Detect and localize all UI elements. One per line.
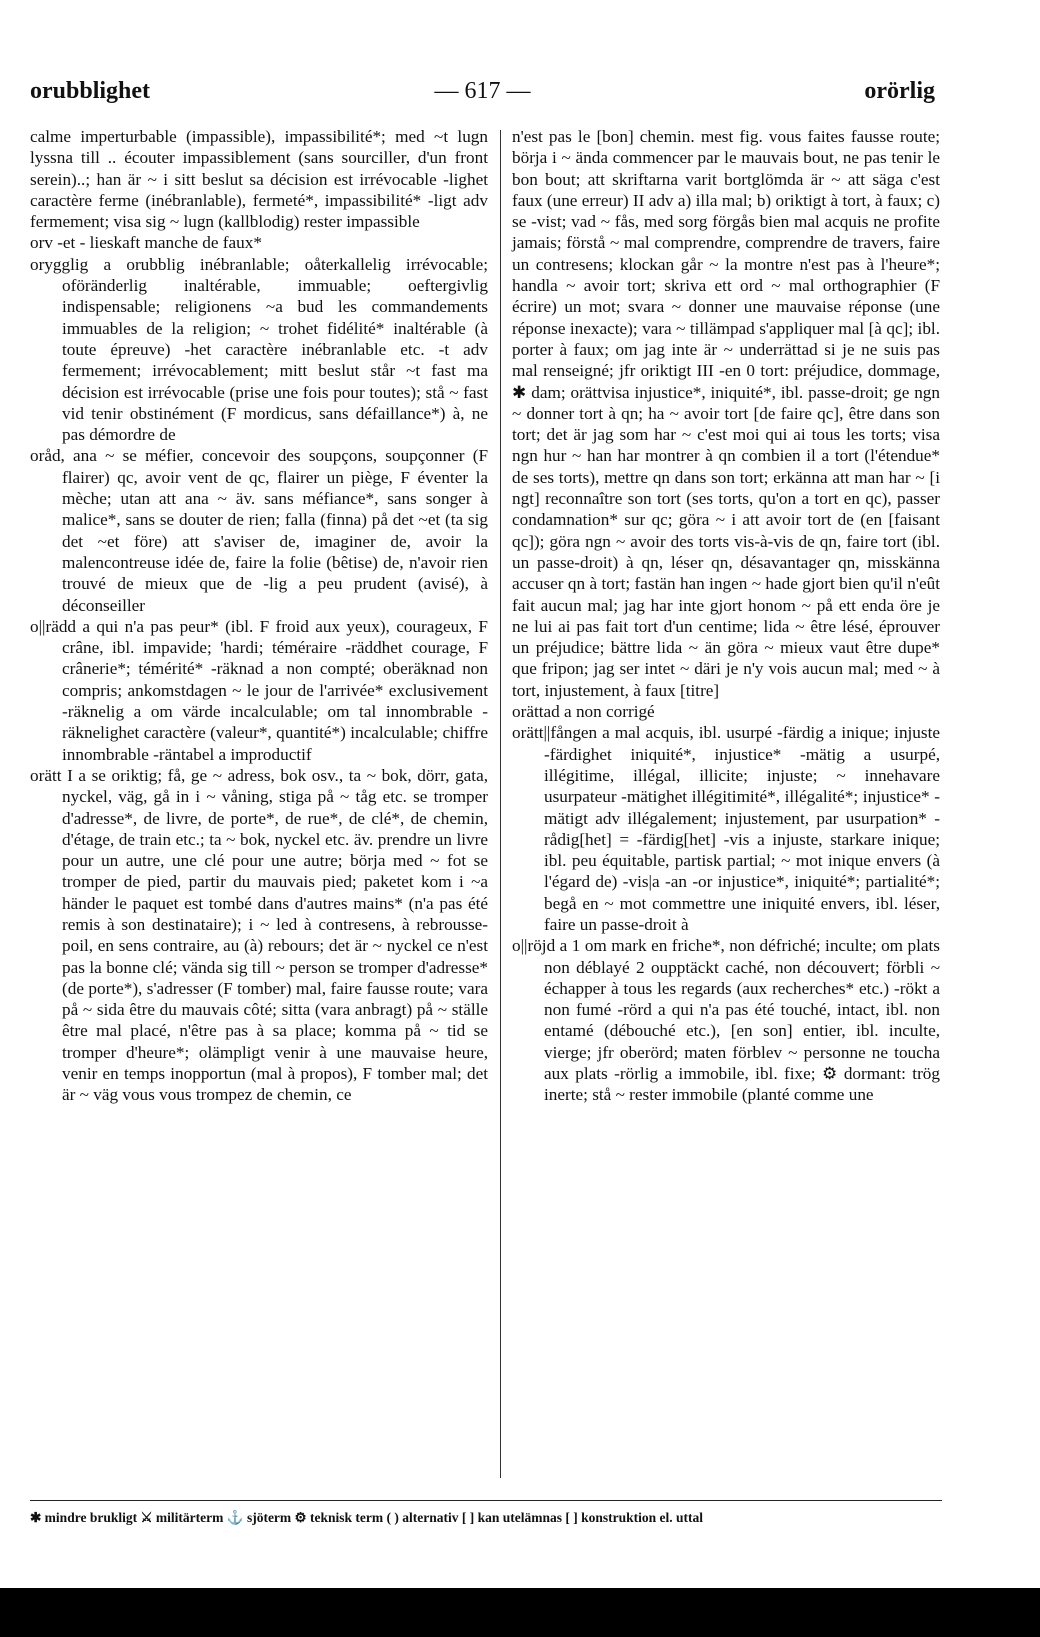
- dictionary-entry: orätt||fången a mal acquis, ibl. usurpé -färdig a inique; injuste -färdighet iniquité*, injustice* -mätig a usurpé, illégitime, illégal, illicite; injuste; ~ innehavare usurpateur -mätighet illégitimité*, illégalité*; injustice* -mätigt adv illégalement; injustement, par usurpation* -rådig[het] = -färdig[het] -vis a injuste, starkare inique; ibl. peu équitable, partisk partial; ~ mot inique envers (à l'égard de) -vis|a -an -or injustice*, iniquité*; partialité*; begå en ~ mot commettre une iniquité envers, ibl. léser, faire un passe-droit à: [512, 723, 940, 934]
- dictionary-entry: orätt I a se oriktig; få, ge ~ adress, bok osv., ta ~ bok, dörr, gata, nyckel, väg, gå in i ~ våning, stiga på ~ tåg etc. se tromper d'adresse*, de livre, de porte*, de rue*, de clé*, de chemin, d'étage, de train etc.; ta ~ bok, nyckel etc. äv. prendre un livre pour un autre, une clé pour une autre; börja med ~ fot se tromper de pied, partir du mauvais pied; paketet kom i ~a händer le paquet est tombé dans d'autres mains* (n'a pas été remis à son destinataire); i ~ led à contresens, à rebrousse-poil, en sens contraire, au (à) rebours; det är ~ nyckel ce n'est pas la bonne clé; vända sig till ~ person se tromper d'adresse* (de porte*), s'adresser (F tomber) mal, faire fausse route; vara på ~ sida être du mauvais côté; sitta (vara anbragt) på ~ ställe être mal placé, n'être pas à sa place; komma på ~ tid se tromper d'heure*; olämpligt venir à une mauvaise heure, venir en temps inopportun (mal à propos), F tomber mal; det är ~ väg vous vous trompez de chemin, ce: [30, 765, 488, 1105]
- right-column: [512, 126, 940, 1106]
- dictionary-entry: n'est pas le [bon] chemin. mest fig. vous faites fausse route; börja i ~ ända commencer par le mauvais bout, ne pas tenir le bon bout; att skriftarna varit bortglömda är ~ att säga c'est faux (une erreur) II adv a) illa mal; b) oriktigt à tort, à faux; c) se -vist; vad ~ fås, med sorg förgås bien mal acquis ne profite jamais; förstå ~ mal comprendre, comprendre de travers, faire un contresens; klockan går ~ la montre n'est pas à l'heure*; handla ~ avoir tort; skriva ett ord ~ mal orthographier (F écrire) un mot; svara ~ donner une mauvaise réponse (une réponse inexacte); vara ~ tillämpad s'appliquer mal [à qc]; ibl. porter à faux; om jag inte är ~ underrättad si je ne suis pas mal renseigné; jfr oriktigt III -en 0 tort: préjudice, dommage, ✱ dam; orättvisa injustice*, iniquité*, ibl. passe-droit; ge ngn ~ donner tort à qn; ha ~ avoir tort [de faire qc], être dans son tort; det är jag som har ~ c'est moi qui ai tous les torts; visa ngn hur ~ han har montrer à qn combien il a tort (l'étendue* de ses torts), mettre qn dans son tort; erkänna att man har ~ [i ngt] reconnaître son tort (ses torts, qu'on a tort en qc), passer condamnation* sur qc; göra ~ i att avoir tort de (en [faisant qc]); göra ngn ~ avoir des torts vis-à-vis de qn, faire tort (ibl. un passe-droit) à qn, léser qn, désavantager qn, misskänna accuser qn à tort; fastän han ingen ~ hade gjort bien qu'il n'eût fait aucun mal; jag har inte gjort honom ~ på ett enda öre je ne lui ai pas fait tort d'un centime; lida ~ être lésé, éprouver un préjudice; bättre lida ~ än göra ~ mieux vaut être dupe* que fripon; jag ser intet ~ däri je n'y vois aucun mal; med ~ à tort, injustement, à faux [titre]: [512, 127, 940, 700]
- page-header: [30, 78, 935, 114]
- column-divider: [500, 130, 501, 1478]
- left-column: [30, 126, 488, 1106]
- header-last-word: orörlig: [864, 78, 935, 104]
- dictionary-entry: calme imperturbable (impassible), impassibilité*; med ~t lugn lyssna till .. écouter impassiblement (sans sourciller, d'un front serein)..; han är ~ i sitt beslut sa décision est irrévocable -lighet caractère ferme (inébranlable), fermeté*, impassibilité* -ligt adv fermement; visa sig ~ lugn (kallblodig) rester impassible: [30, 127, 488, 232]
- scan-edge: [0, 1588, 1040, 1637]
- dictionary-entry: o||röjd a 1 om mark en friche*, non défriché; inculte; om plats non déblayé 2 oupptäckt caché, non découvert; förbli ~ échapper à tous les regards (aux recherches* etc.) -rökt a non fumé -rörd a qui n'a pas été touché, intact, ibl. non entamé (débouché etc.), [en son] entier, ibl. inculte, vierge; jfr oberörd; maten förblev ~ personne ne toucha aux plats -rörlig a immobile, ibl. fixe; ⚙ dormant: trög inerte; stå ~ rester immobile (planté comme une: [512, 936, 940, 1105]
- footer-rule: [30, 1500, 942, 1501]
- dictionary-entry: oråd, ana ~ se méfier, concevoir des soupçons, soupçonner (F flairer) qc, avoir vent de qc, flairer un piège, F éventer la mèche; utan att ana ~ äv. sans méfiance*, sans songer à malice*, sans se douter de rien; falla (finna) på det ~et (ta sig det ~et före) att s'aviser de, imaginer de, avoir la malencontreuse idée de, faire la folie (bêtise) de, n'avoir rien trouvé de mieux que de -lig a peu prudent (avisé), à déconseiller: [30, 446, 488, 615]
- dictionary-entry: orättad a non corrigé: [512, 702, 655, 722]
- dictionary-entry: orv -et - lieskaft manche de faux*: [30, 233, 262, 253]
- dictionary-entry: orygglig a orubblig inébranlable; oåterkallelig irrévocable; oföränderlig inaltérable, immuable; oeftergivlig indispensable; religionens ~a bud les commandements immuables de la religion; ~ trohet fidélité* inaltérable (à toute épreuve) -het caractère inébranlable etc. -t adv fermement; irrévocablement; mitt beslut står ~t fast ma décision est irrévocable (prise une fois pour toutes); stå ~ fast vid tenir obstinément (F mordicus, sans défaillance*) à, ne pas démordre de: [30, 254, 488, 445]
- dictionary-entry: o||rädd a qui n'a pas peur* (ibl. F froid aux yeux), courageux, F crâne, ibl. impavide; 'hardi; téméraire -räddhet courage, F crânerie*; témérité* -räknad a non compté; oberäknad non compris; ankomstdagen ~ le jour de l'arrivée* exclusivement -räknelig a om värde incalculable; om tal innombrable -räknelighet caractère (valeur*, quantité*) incalculable; chiffre innombrable -räntabel a improductif: [30, 616, 488, 764]
- header-first-word: orubblighet: [30, 78, 151, 104]
- symbol-legend: ✱ mindre brukligt ⚔ militärterm ⚓ sjöterm ⚙ teknisk term ( ) alternativ [ ] kan utelämnas [ ] konstruktion el. uttal: [30, 1510, 704, 1525]
- page-number: — 617 —: [434, 78, 531, 104]
